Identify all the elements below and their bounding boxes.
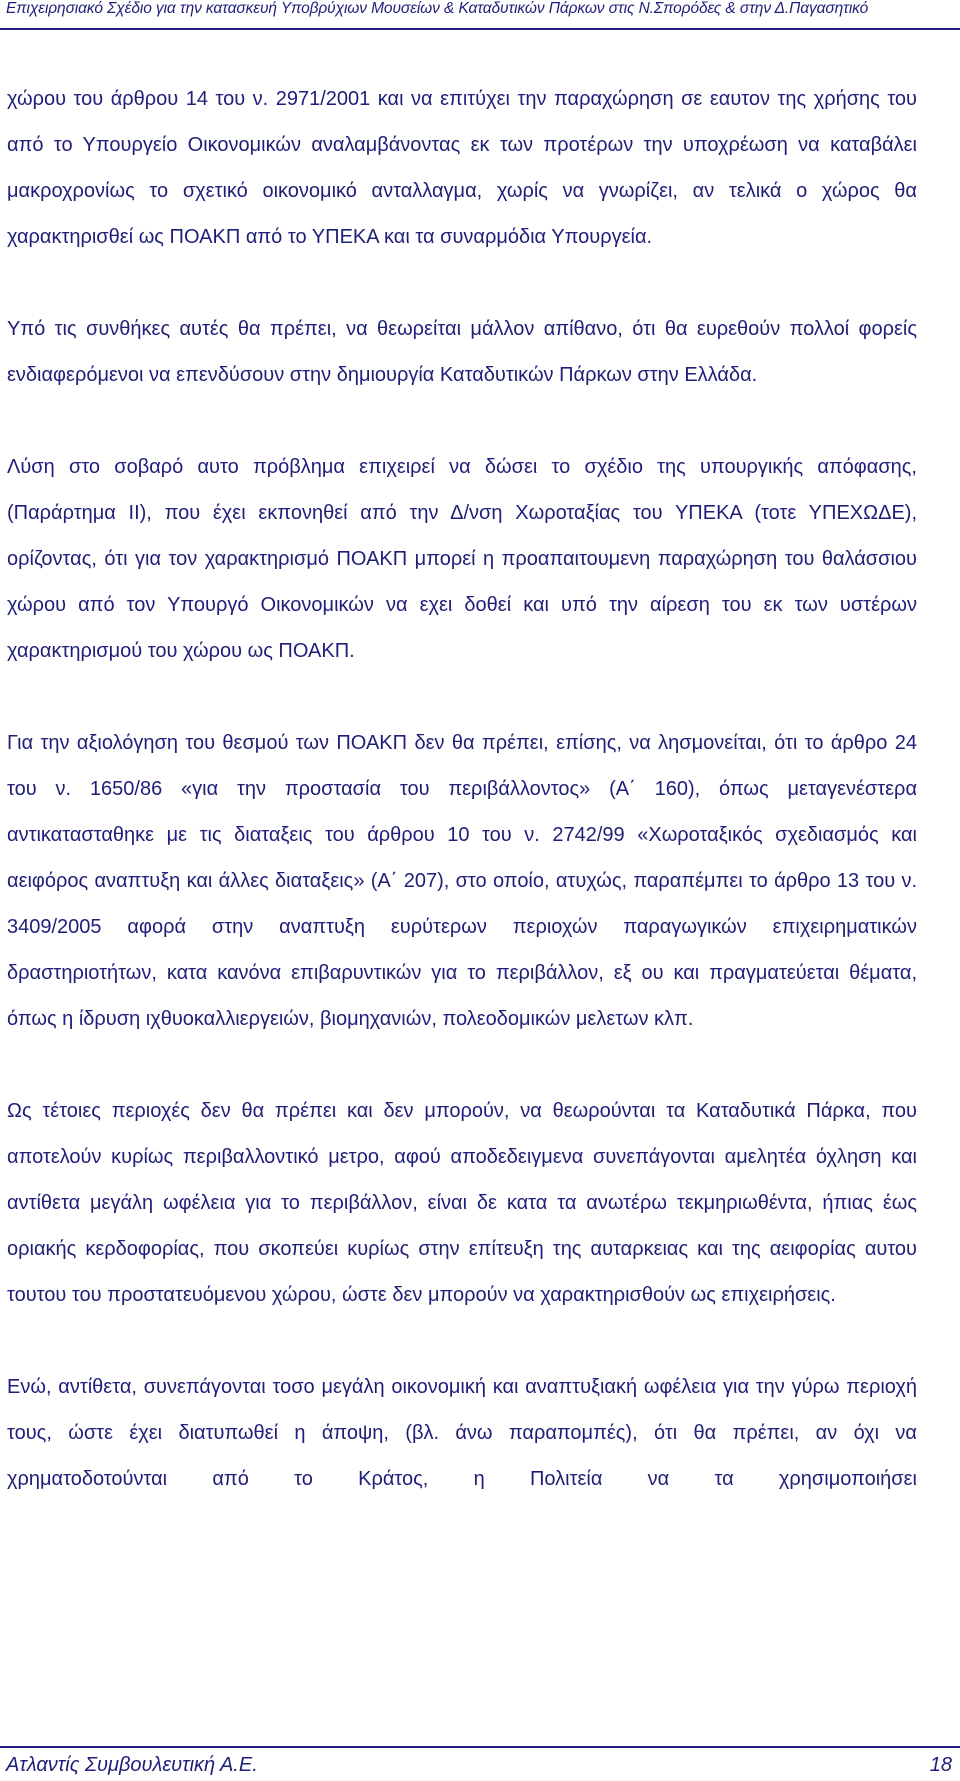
header-title: Επιχειρησιακό Σχέδιο για την κατασκευή Υποβρύχιων Μουσείων & Καταδυτικών Πάρκων στις Ν.Σπορόδες & στην Δ.Παγασητικό — [6, 0, 869, 17]
paragraph-4: Για την αξιολόγηση του θεσμού των ΠΟΑΚΠ δεν θα πρέπει, επίσης, να λησμονείται, ότι το άρθρο 24 του ν. 1650/86 «για την προστασία του περιβάλλοντος» (Α΄ 160), όπως μεταγενέστερα αντικατασταθηκε με τις διαταξεις του άρθρου 10 του ν. 2742/99 «Χωροταξικός σχεδιασμός και αειφόρος αναπτυξη και άλλες διαταξεις» (Α΄ 207), στο οποίο, ατυχώς, παραπέμπει το άρθρο 13 του ν. 3409/2005 αφορά στην αναπτυξη ευρύτερων περιοχών παραγωγικών επιχειρηματικών δραστηριοτήτων, κατα κανόνα επιβαρυντικών για το περιβάλλον, εξ ου και πραγματεύεται θέματα, όπως η ίδρυση ιχθυοκαλλιεργειών, βιομηχανιών, πολεοδομικών μελετων κλπ. — [7, 732, 917, 1030]
footer-divider — [0, 1746, 960, 1748]
document-body — [7, 76, 917, 1502]
paragraph-1: χώρου του άρθρου 14 του ν. 2971/2001 και να επιτύχει την παραχώρηση σε εαυτον της χρήσης του από το Υπουργείο Οικονομικών αναλαμβάνοντας εκ των προτέρων την υποχρέωση να καταβάλει μακροχρονίως το σχετικό οικονομικό ανταλλαγμα, χωρίς να γνωρίζει, αν τελικά ο χώρος θα χαρακτηρισθεί ως ΠΟΑΚΠ από το ΥΠΕΚΑ και τα συναρμόδια Υπουργεία. — [7, 88, 917, 248]
paragraph-5: Ως τέτοιες περιοχές δεν θα πρέπει και δεν μπορούν, να θεωρούνται τα Καταδυτικά Πάρκα, που αποτελούν κυρίως περιβαλλοντικό μετρο, αφού αποδεδειγμενα συνεπάγονται αμελητέα όχληση και αντίθετα μεγάλη ωφέλεια για το περιβάλλον, είναι δε κατα τα ανωτέρω τεκμηριωθέντα, ήπιας έως οριακής κερδοφορίας, που σκοπεύει κυρίως στην επίτευξη της αυταρκειας και της αειφορίας αυτου τουτου του προστατευόμενου χώρου, ώστε δεν μπορούν να χαρακτηρισθούν ως επιχειρήσεις. — [7, 1100, 917, 1306]
footer-company: Ατλαντίς Συμβουλευτική Α.Ε. — [6, 1754, 258, 1776]
page-header — [0, 0, 960, 30]
paragraph-3: Λύση στο σοβαρό αυτο πρόβλημα επιχειρεί να δώσει το σχέδιο της υπουργικής απόφασης, (Παράρτημα ΙΙ), που έχει εκπονηθεί από την Δ/νση Χωροταξίας του ΥΠΕΚΑ (τοτε ΥΠΕΧΩΔΕ), ορίζοντας, ότι για τον χαρακτηρισμό ΠΟΑΚΠ μπορεί η προαπαιτουμενη παραχώρηση του θαλάσσιου χώρου από τον Υπουργό Οικονομικών να εχει δοθεί και υπό την αίρεση του εκ των υστέρων χαρακτηρισμού του χώρου ως ΠΟΑΚΠ. — [7, 456, 917, 662]
header-divider — [0, 28, 960, 30]
page-number: 18 — [929, 1754, 952, 1776]
page-footer — [0, 1746, 960, 1781]
paragraph-6: Ενώ, αντίθετα, συνεπάγονται τοσο μεγάλη οικονομική και αναπτυξιακή ωφέλεια για την γύρω περιοχή τους, ώστε έχει διατυπωθεί η άποψη, (βλ. άνω παραπομπές), ότι θα πρέπει, αν όχι να χρηματοδοτούνται από το Κράτος, η Πολιτεία να τα χρησιμοποιήσει — [7, 1376, 917, 1490]
paragraph-2: Υπό τις συνθήκες αυτές θα πρέπει, να θεωρείται μάλλον απίθανο, ότι θα ευρεθούν πολλοί φορείς ενδιαφερόμενοι να επενδύσουν στην δημιουργία Καταδυτικών Πάρκων στην Ελλάδα. — [7, 318, 917, 386]
